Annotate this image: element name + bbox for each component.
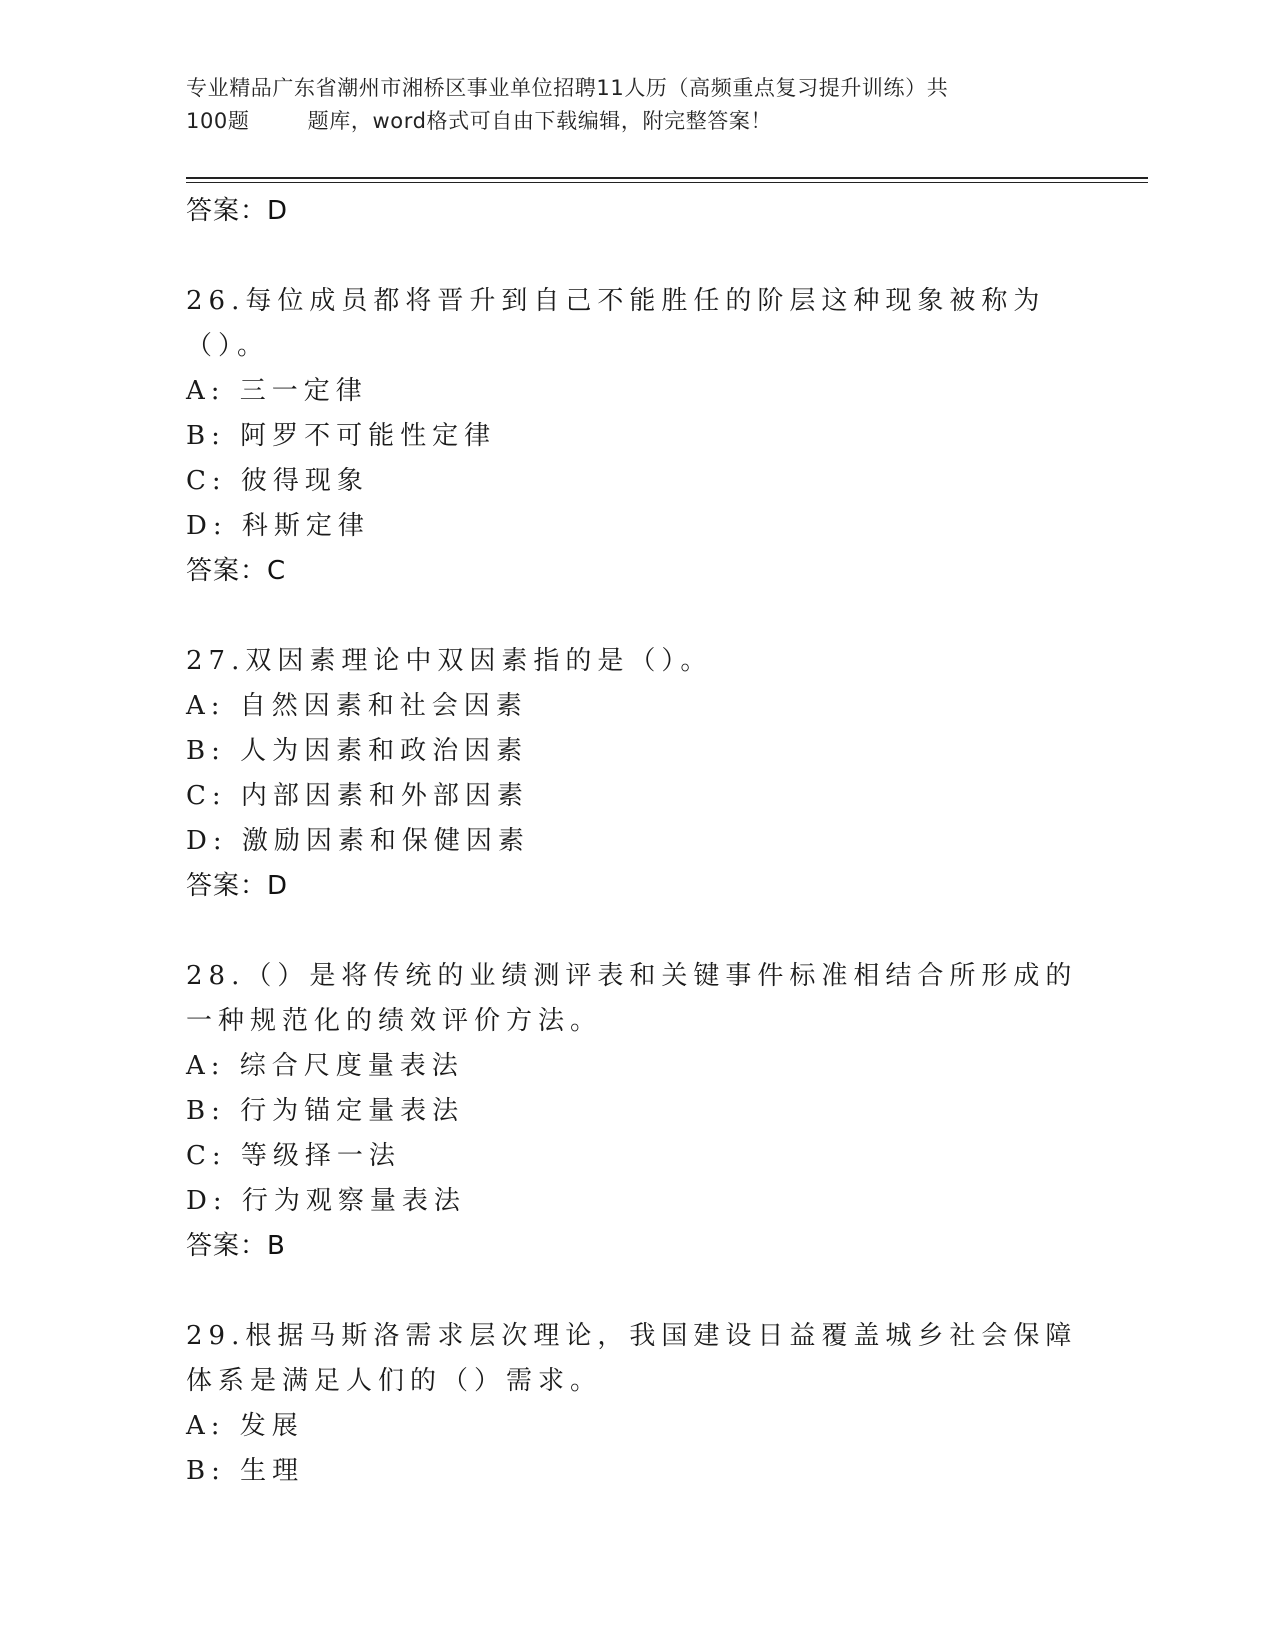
option-d: D: 激励因素和保健因素 <box>186 826 530 856</box>
answer: 答案：C <box>186 556 287 586</box>
question-29 <box>186 1314 1086 1494</box>
header-divider-thick <box>186 177 1148 179</box>
question-text: 29.根据马斯洛需求层次理论，我国建设日益覆盖城乡社会保障体系是满足人们的（）需求。 <box>186 1321 1078 1396</box>
question-text: 27.双因素理论中双因素指的是（）。 <box>186 646 713 676</box>
option-c: C: 等级择一法 <box>186 1141 401 1171</box>
question-26 <box>186 279 1086 594</box>
option-c: C: 彼得现象 <box>186 466 369 496</box>
option-a: A: 综合尺度量表法 <box>186 1051 464 1081</box>
question-27 <box>186 639 1086 909</box>
option-d: D: 科斯定律 <box>186 511 370 541</box>
option-a: A: 发展 <box>186 1411 304 1441</box>
option-b: B: 阿罗不可能性定律 <box>186 421 497 451</box>
option-c: C: 内部因素和外部因素 <box>186 781 529 811</box>
option-a: A: 三一定律 <box>186 376 368 406</box>
option-b: B: 人为因素和政治因素 <box>186 736 529 766</box>
option-b: B: 生理 <box>186 1456 305 1486</box>
option-d: D: 行为观察量表法 <box>186 1186 466 1216</box>
previous-answer: 答案：D <box>186 196 289 226</box>
answer: 答案：B <box>186 1231 286 1261</box>
page-header <box>186 72 1086 138</box>
question-list <box>186 189 1086 1494</box>
question-28 <box>186 954 1086 1269</box>
option-a: A: 自然因素和社会因素 <box>186 691 528 721</box>
question-text: 26.每位成员都将晋升到自己不能胜任的阶层这种现象被称为（）。 <box>186 286 1046 361</box>
header-line-1: 专业精品广东省潮州市湘桥区事业单位招聘11人历（高频重点复习提升训练）共 <box>186 76 949 100</box>
question-text: 28.（）是将传统的业绩测评表和关键事件标准相结合所形成的一种规范化的绩效评价方法。 <box>186 961 1078 1036</box>
option-b: B: 行为锚定量表法 <box>186 1096 465 1126</box>
header-line-2: 100题 题库，word格式可自由下载编辑，附完整答案！ <box>186 109 773 133</box>
answer: 答案：D <box>186 871 289 901</box>
header-divider-thin <box>186 182 1148 183</box>
